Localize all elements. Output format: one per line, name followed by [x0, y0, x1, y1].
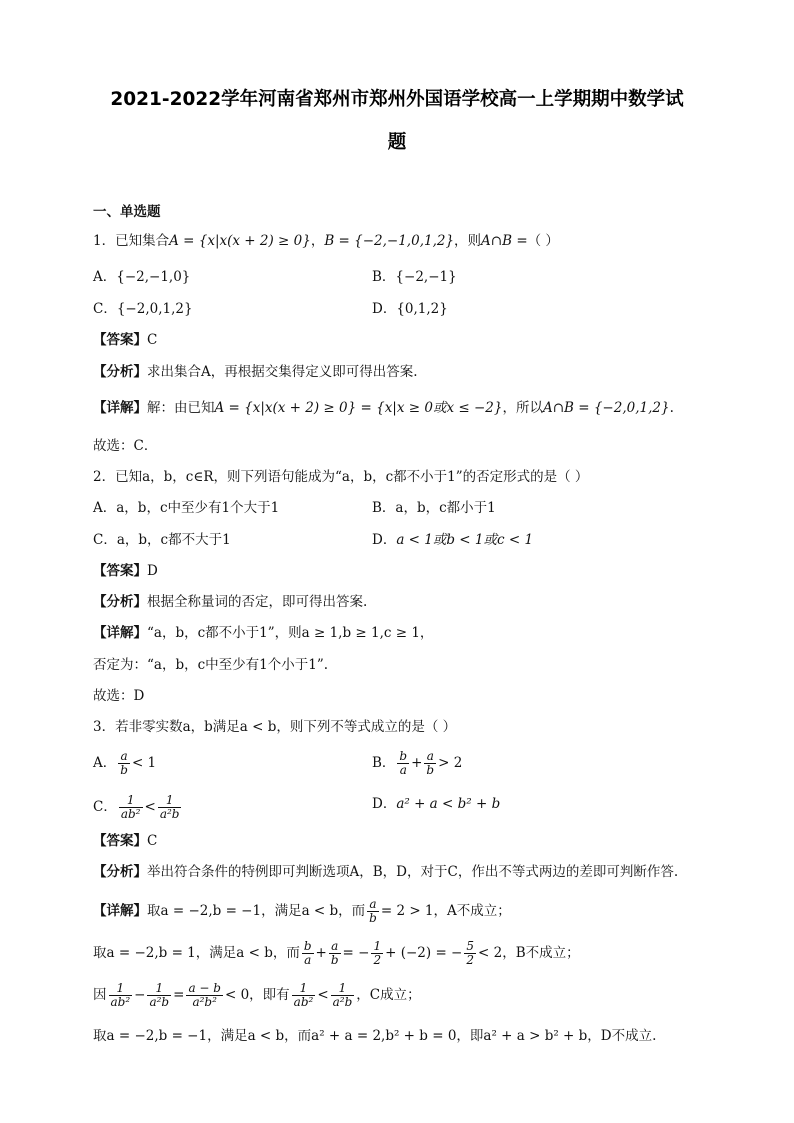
q3-detail-line4: 取a = −2,b = −1，满足a < b，而a² + a = 2,b² + b = 0，即a² + a > b² + b，D不成立.: [93, 1028, 657, 1044]
fraction: $\frac{a}{b}$: [426, 749, 435, 777]
detail-text: 解：由已知: [147, 400, 215, 416]
q2-stem: 2．已知a，b，c∈R，则下列语句能成为“a，b，c都不小于1”的否定形式的是（ ）: [93, 469, 589, 485]
option-text: {−2,−1}: [395, 269, 457, 285]
detail-math: A = {x|x(x + 2) ≥ 0} = {x|x ≥ 0或x ≤ −2}: [214, 400, 503, 416]
option-label: A．: [93, 269, 117, 285]
option-label: B．: [372, 755, 396, 771]
fraction: $\frac{1}{\text{ab²}}$: [120, 793, 141, 821]
option-label: C．: [93, 799, 117, 815]
q2-option-a: [93, 498, 279, 518]
q3-detail-line1: 【详解】取a = −2,b = −1，满足a < b，而 $\frac{a}{b}$ = 2 > 1，A不成立；: [93, 897, 511, 925]
fraction: $\frac{a}{b}$: [120, 749, 128, 777]
q1-analysis: [93, 362, 418, 382]
fraction: $\frac{1}{\text{a²b}}$: [159, 793, 180, 821]
fraction: $\frac{b}{a}$: [303, 939, 312, 967]
fraction: $\frac{b}{a}$: [399, 749, 408, 777]
q3-option-a: [93, 750, 156, 777]
q3-detail-line3: 因 $\frac{1}{\text{ab²}}$ − $\frac{1}{\text{a²b}}$ = $\frac{a - b}{\text{a²b²}}$ < 0，即有 $\frac{1}{\text{ab²}}$ < $\frac{1}{\text{a²b}}$ ，C成立；: [93, 981, 421, 1009]
option-label: A．: [93, 755, 117, 771]
option-text: {0,1,2}: [396, 301, 448, 317]
detail-tag: 【详解】: [93, 625, 147, 641]
q1-option-b: [372, 267, 457, 287]
q1-choice: 故选：C．: [93, 438, 158, 454]
answer-value: C: [147, 833, 158, 849]
answer-value: D: [147, 563, 158, 579]
q1-paren: （ ）: [527, 233, 559, 249]
option-text: {−2,0,1,2}: [116, 301, 193, 317]
analysis-tag: 【分析】: [93, 364, 147, 380]
q2-choice: 故选：D: [93, 688, 145, 704]
option-label: C．: [93, 532, 117, 548]
answer-tag: 【答案】: [93, 833, 147, 849]
q1-option-d: [372, 299, 448, 319]
q3-option-b: B． $\frac{b}{a}$ + $\frac{a}{b}$ > 2: [372, 749, 463, 777]
q1-stem-text2: ，则: [454, 233, 482, 249]
option-text: a，b，c都不大于1: [116, 532, 231, 548]
page-title-line1: 2021-2022学年河南省郑州市郑州外国语学校高一上学期期中数学试: [110, 89, 684, 110]
q2-option-b: [372, 498, 496, 518]
q3-answer: [93, 831, 157, 851]
fraction: $\frac{a}{b}$: [369, 897, 377, 925]
q2-answer: [93, 561, 158, 581]
analysis-text: 求出集合A，再根据交集得定义即可得出答案.: [147, 364, 418, 380]
option-text: a < 1或b < 1或c < 1: [396, 532, 534, 548]
fraction: $\frac{1}{\text{a²b}}$: [332, 981, 353, 1009]
q1-stem: [93, 231, 559, 251]
fraction: $\frac{1}{\text{ab²}}$: [293, 981, 314, 1009]
option-label: D．: [372, 796, 397, 812]
fraction: $\frac{a - b}{\text{a²b²}}$: [188, 981, 221, 1009]
q2-negation: 否定为：“a，b，c中至少有1个小于1”.: [93, 657, 329, 673]
fraction: $\frac{1}{2}$: [373, 939, 382, 967]
q2-analysis: [93, 592, 367, 612]
detail-end: .: [669, 400, 674, 416]
q1-sep: ，: [310, 233, 325, 249]
analysis-text: 举出符合条件的特例即可判断选项A，B，D，对于C，作出不等式两边的差即可判断作答.: [147, 864, 679, 880]
q1-option-c: [93, 299, 193, 319]
answer-tag: 【答案】: [93, 332, 147, 348]
q1-detail: [93, 398, 674, 418]
q1-stem-text: 1．已知集合: [93, 233, 170, 249]
fraction: $\frac{1}{\text{a²b}}$: [149, 981, 170, 1009]
q1-answer: [93, 330, 157, 350]
page-title-line2: 题: [387, 132, 407, 153]
q1-expr: A∩B =: [481, 233, 528, 249]
option-label: D．: [372, 301, 397, 317]
option-label: A．: [93, 500, 117, 516]
detail-tag: 【详解】: [93, 400, 147, 416]
option-text: a，b，c中至少有1个大于1: [116, 500, 280, 516]
option-label: D．: [372, 532, 397, 548]
option-text: > 2: [438, 755, 463, 771]
analysis-tag: 【分析】: [93, 864, 147, 880]
option-label: B．: [372, 500, 396, 516]
answer-tag: 【答案】: [93, 563, 147, 579]
q1-option-a: [93, 267, 190, 287]
section-heading: 一、单选题: [93, 204, 161, 220]
analysis-text: 根据全称量词的否定，即可得出答案.: [147, 594, 368, 610]
option-text: a，b，c都小于1: [395, 500, 496, 516]
option-text: < 1: [131, 755, 157, 771]
q2-option-c: [93, 530, 231, 550]
q3-detail-line2: 取a = −2,b = 1，满足a < b，而 $\frac{b}{a}$ + $\frac{a}{b}$ = − $\frac{1}{2}$ + (−2) = − $\frac{5}{2}$ < 2，B不成立；: [93, 939, 580, 967]
q1-set-b: B = {−2,−1,0,1,2}: [324, 233, 455, 249]
detail-math2: A∩B = {−2,0,1,2}: [542, 400, 670, 416]
q3-option-d: [372, 794, 500, 814]
q1-set-a: A = {x|x(x + 2) ≥ 0}: [169, 233, 311, 249]
option-label: C．: [93, 301, 117, 317]
fraction: $\frac{5}{2}$: [466, 939, 474, 967]
q2-detail: [93, 623, 433, 643]
analysis-tag: 【分析】: [93, 594, 147, 610]
q2-option-d: [372, 530, 533, 550]
q3-analysis: [93, 862, 678, 882]
detail-text: “a，b，c都不小于1”，则a ≥ 1,b ≥ 1,c ≥ 1，: [147, 625, 434, 641]
fraction: $\frac{1}{\text{ab²}}$: [110, 981, 131, 1009]
detail-tag: 【详解】: [93, 903, 147, 919]
q3-option-c: C． $\frac{1}{\text{ab²}}$ < $\frac{1}{\text{a²b}}$: [93, 793, 180, 821]
answer-value: C: [147, 332, 158, 348]
option-text: {−2,−1,0}: [116, 269, 191, 285]
option-label: B．: [372, 269, 396, 285]
detail-text2: ，所以: [502, 400, 543, 416]
q3-stem: 3．若非零实数a，b满足a < b，则下列不等式成立的是（ ）: [93, 719, 457, 735]
fraction: $\frac{a}{b}$: [330, 939, 339, 967]
option-text: a² + a < b² + b: [396, 796, 501, 812]
